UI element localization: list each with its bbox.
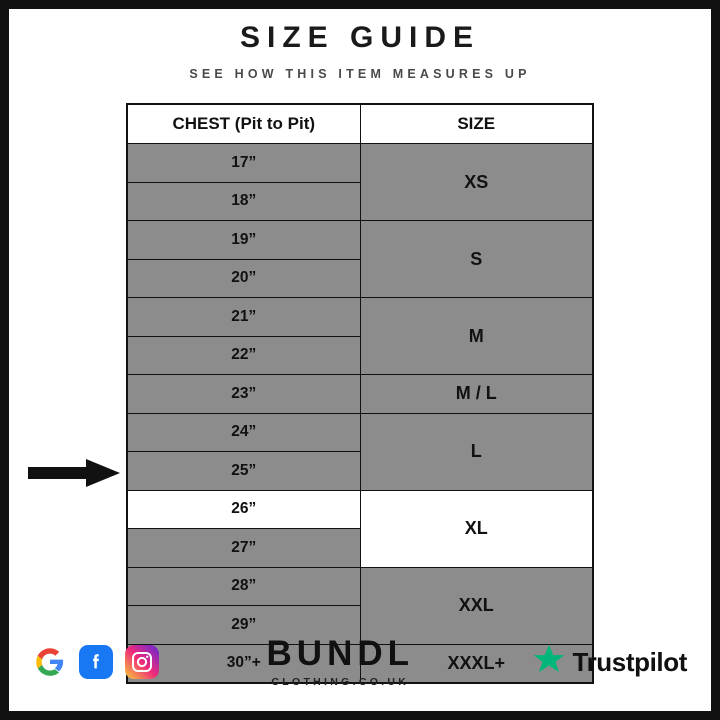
google-icon[interactable] <box>33 645 67 679</box>
chest-value: 25” <box>127 452 360 491</box>
brand-tagline: CLOTHING.CO.UK <box>271 676 410 688</box>
size-value: XS <box>360 144 593 221</box>
chest-value-highlighted: 26” <box>127 490 360 529</box>
size-value: XXXL+ <box>360 644 593 683</box>
chest-value: 17” <box>127 144 360 183</box>
chest-value: 19” <box>127 221 360 260</box>
chest-value: 28” <box>127 567 360 606</box>
chest-value: 23” <box>127 375 360 414</box>
chest-value: 29” <box>127 606 360 645</box>
page-title: SIZE GUIDE <box>239 21 481 54</box>
size-value: XXL <box>360 567 593 644</box>
chest-value: 30”+ <box>127 644 360 683</box>
table-row <box>127 567 593 606</box>
footer <box>9 627 711 697</box>
column-header-size: SIZE <box>360 104 593 144</box>
chest-value: 27” <box>127 529 360 568</box>
chest-value: 21” <box>127 298 360 337</box>
table-row <box>127 298 593 337</box>
size-value: M / L <box>360 375 593 414</box>
brand-logo <box>267 636 414 688</box>
table-row <box>127 413 593 452</box>
size-value: L <box>360 413 593 490</box>
instagram-icon[interactable] <box>125 645 159 679</box>
trustpilot-star-icon <box>532 643 566 682</box>
brand-name: BUNDL <box>266 634 415 673</box>
chest-value: 20” <box>127 259 360 298</box>
table-row <box>127 221 593 260</box>
chest-value: 24” <box>127 413 360 452</box>
table-row-highlighted <box>127 490 593 529</box>
size-value: S <box>360 221 593 298</box>
size-table <box>126 103 594 684</box>
table-row <box>127 375 593 414</box>
table-row <box>127 144 593 183</box>
page-subtitle: SEE HOW THIS ITEM MEASURES UP <box>189 67 531 81</box>
trustpilot-logo[interactable] <box>532 643 687 682</box>
chest-value: 18” <box>127 182 360 221</box>
chest-value: 22” <box>127 336 360 375</box>
facebook-icon[interactable] <box>79 645 113 679</box>
social-links <box>33 645 159 679</box>
trustpilot-name: Trustpilot <box>572 646 687 677</box>
size-value-highlighted: XL <box>360 490 593 567</box>
size-table-container <box>126 103 594 684</box>
size-value: M <box>360 298 593 375</box>
column-header-chest: CHEST (Pit to Pit) <box>127 104 360 144</box>
table-header-row <box>127 104 593 144</box>
arrow-icon <box>28 458 120 488</box>
